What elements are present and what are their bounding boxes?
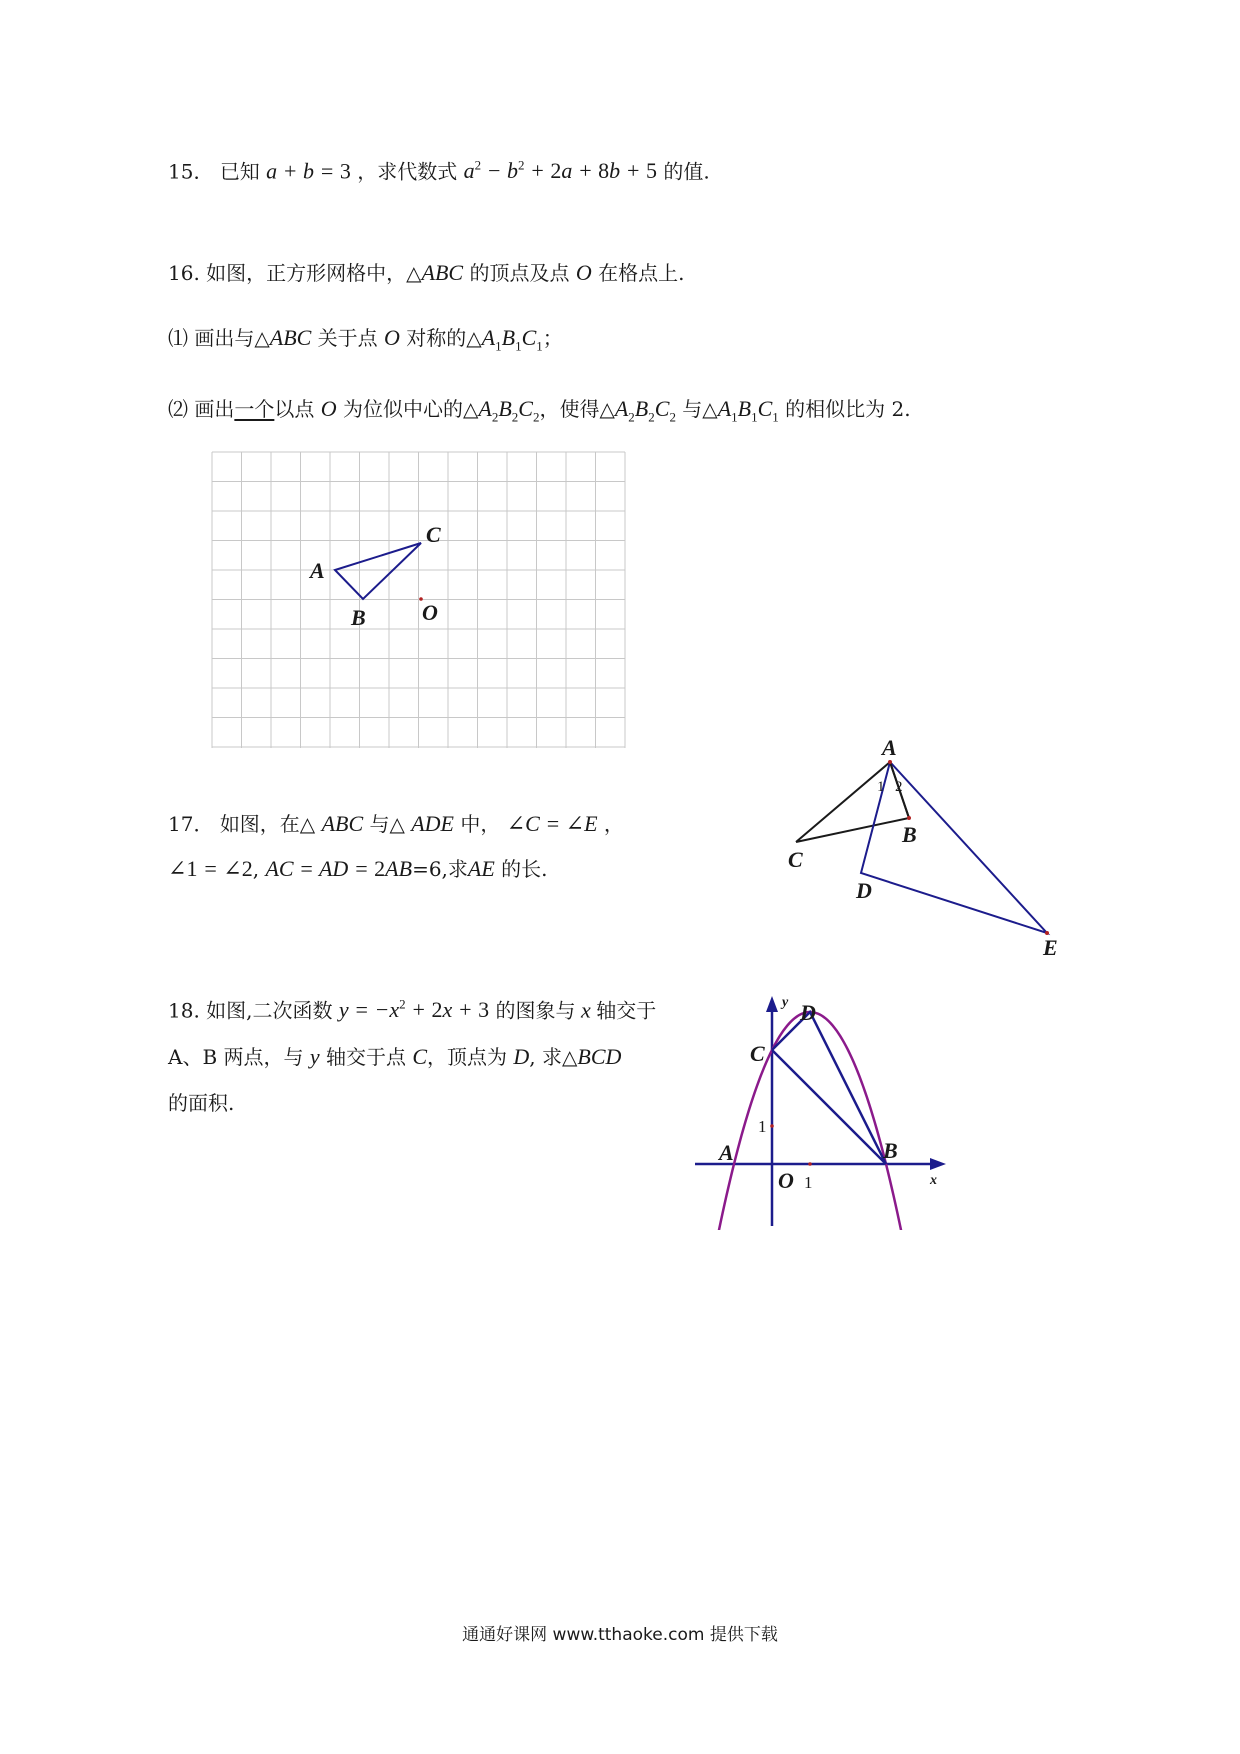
math-triangle: ADE [411, 811, 454, 836]
label-a: A [719, 1140, 734, 1165]
question-18-line-1 [168, 990, 656, 1025]
question-text: =6, [412, 857, 448, 881]
math-triangle: $A_2B_2C_2$ [478, 396, 540, 425]
question-text: ，使得△ [539, 397, 615, 421]
question-16-title [168, 258, 684, 288]
y-tick-label: 1 [758, 1117, 767, 1136]
math-segment: AE [467, 856, 495, 881]
label-d: D [800, 1000, 816, 1025]
question-17-line-2: ∠1 = ∠2, AC = AD = 2AB=6,求AE 的长. [168, 856, 548, 881]
question-18-line-3 [168, 1088, 234, 1118]
question-text: A、B 两点，与 [168, 1045, 304, 1069]
question-text: 轴交于点 [325, 1045, 406, 1069]
question-16-part-1 [168, 323, 563, 361]
math-length-equality: AC = AD = 2AB [265, 856, 413, 881]
question-18-line-2 [168, 1042, 621, 1072]
label-c: C [750, 1041, 765, 1066]
x-axis-arrow [930, 1158, 946, 1170]
question-text: 与△ [682, 397, 718, 421]
question-text: 16. 如图，正方形网格中，△ [168, 261, 422, 285]
label-o: O [778, 1168, 794, 1193]
math-function: $y = -x^2 + 2x + 3$ [338, 997, 490, 1023]
question-text: 求 [447, 857, 468, 881]
triangle-abc [335, 543, 421, 599]
question-text: 的相似比为 2. [785, 397, 911, 421]
question-number: 15． [168, 159, 214, 184]
footer: 通通好课网 www.tthaoke.com 提供下载 [462, 1625, 778, 1645]
question-15 [168, 151, 710, 186]
math-angle-equality: ∠1 = ∠2 [168, 856, 253, 881]
tick-point-y [770, 1124, 774, 1128]
question-text: 已知 [219, 159, 260, 184]
question-text: 的面积. [168, 1091, 235, 1115]
parabola-figure [692, 990, 972, 1230]
angle-label-1: 1 [877, 779, 885, 795]
math-axis: y [309, 1044, 320, 1069]
question-text: ⑴ 画出与△ [168, 326, 270, 350]
label-b: B [351, 605, 366, 630]
label-c: C [788, 847, 803, 872]
math-triangle: $A_1B_1C_1$ [717, 396, 779, 425]
math-angle-equality: ∠C = ∠E [506, 811, 598, 836]
math-axis: x [575, 997, 597, 1023]
grid-figure [200, 440, 640, 760]
label-b: B [883, 1138, 898, 1163]
question-text: ， [603, 812, 624, 836]
question-text: 与△ [369, 812, 405, 836]
label-a: A [310, 558, 325, 583]
question-text: 如图，在△ [219, 812, 316, 836]
math-triangle: $A_2B_2C_2$ [614, 396, 676, 425]
math-point: D [513, 1044, 530, 1069]
question-text: 以点 [274, 397, 315, 421]
question-text: 关于点 [317, 326, 378, 350]
question-text: 的顶点及点 [469, 261, 570, 285]
question-text: 为位似中心的△ [342, 397, 479, 421]
question-17-line-1 [168, 809, 624, 839]
math-triangle: ABC [321, 811, 364, 836]
question-text: ，顶点为 [427, 1045, 508, 1069]
grid-lines [212, 452, 625, 748]
underlined-text: 一个 [234, 397, 275, 421]
parabola-curve [719, 1012, 901, 1230]
label-c: C [426, 522, 441, 547]
question-16-part-2 [168, 394, 911, 432]
math-point: O [575, 260, 592, 285]
question-number: 17． [168, 812, 214, 836]
x-axis-label: x [930, 1173, 937, 1188]
question-text: 轴交于 [596, 998, 657, 1023]
triangle-bcd [772, 1012, 886, 1164]
point-a [888, 760, 892, 764]
point-b [907, 816, 911, 820]
x-tick-label: 1 [804, 1173, 813, 1192]
tick-point-x [808, 1162, 812, 1166]
label-a: A [882, 735, 897, 760]
question-text: ； [542, 326, 563, 350]
question-text: 对称的△ [406, 326, 482, 350]
question-text: 的值. [663, 159, 710, 184]
label-d: D [856, 878, 872, 903]
math-expression: $a^2 - b^2 + 2a + 8b + 5$ [463, 158, 658, 184]
math-triangle: BCD [577, 1044, 622, 1069]
label-e: E [1043, 935, 1058, 958]
math-point: O [320, 396, 337, 421]
y-axis-label: y [782, 995, 789, 1010]
question-text: , 求△ [529, 1045, 578, 1069]
angle-label-2: 2 [895, 779, 903, 795]
triangle-figure [780, 728, 1080, 958]
math-condition: a + b = 3 [266, 158, 351, 184]
math-triangle: ABC [421, 260, 464, 285]
question-text: 在格点上. [598, 261, 685, 285]
question-text: 的图象与 [495, 998, 576, 1023]
triangle-ade [861, 762, 1047, 933]
question-text: 18. 如图,二次函数 [168, 998, 333, 1023]
math-point: C [412, 1044, 428, 1069]
label-b: B [902, 822, 917, 847]
question-text: 中， [460, 812, 501, 836]
triangle-abc-edges [796, 762, 909, 842]
y-axis-arrow [766, 996, 778, 1012]
math-triangle: ABC [269, 325, 312, 350]
math-triangle: $A_1B_1C_1$ [481, 325, 543, 354]
question-text: ，求代数式 [357, 159, 458, 184]
math-point: O [384, 325, 400, 350]
question-text: 的长. [501, 857, 548, 881]
question-text: ⑵ 画出 [168, 397, 235, 421]
label-o: O [422, 600, 438, 625]
